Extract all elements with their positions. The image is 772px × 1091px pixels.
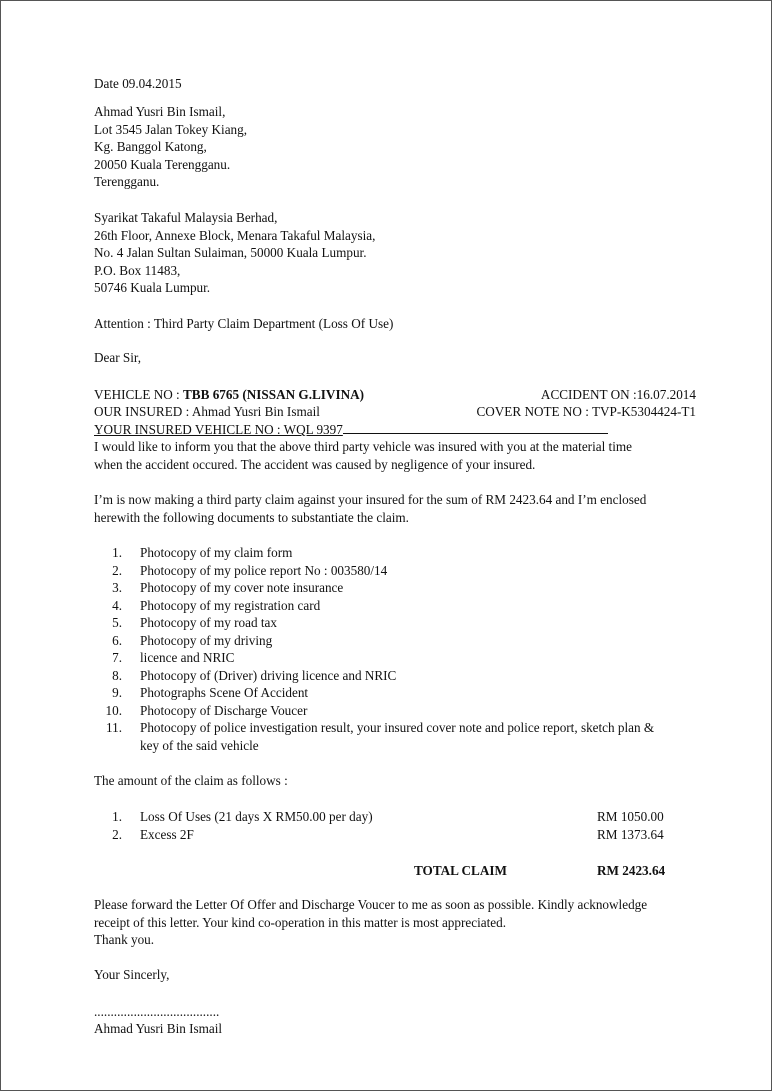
paragraph-line: when the accident occured. The accident was caused by negligence of your insured. <box>94 456 536 472</box>
sign-off: Your Sincerly, <box>94 967 170 982</box>
list-item <box>94 667 654 685</box>
claim-amount: RM 1373.64 <box>597 827 664 842</box>
sender-line: Terengganu. <box>94 174 160 189</box>
documents-list <box>94 544 654 754</box>
list-text: Photocopy of (Driver) driving licence and NRIC <box>140 667 397 683</box>
paragraph-line: I’m is now making a third party claim against your insured for the sum of RM 2423.64 and I’m enclosed <box>94 492 647 507</box>
letter-date: Date 09.04.2015 <box>94 76 182 91</box>
paragraph-claim <box>94 491 646 526</box>
your-insured-vehicle <box>94 420 608 439</box>
salutation: Dear Sir, <box>94 350 142 365</box>
list-number: 8. <box>112 667 122 683</box>
list-number: 3. <box>112 580 122 595</box>
list-text: Photocopy of my registration card <box>140 597 321 613</box>
paragraph-line: herewith the following documents to substantiate the claim. <box>94 509 409 525</box>
amount-intro: The amount of the claim as follows : <box>94 773 288 788</box>
claim-desc: Loss Of Uses (21 days X RM50.00 per day) <box>140 809 373 824</box>
list-text: Photocopy of my cover note insurance <box>140 580 344 595</box>
list-item <box>94 702 654 720</box>
our-insured: OUR INSURED : Ahmad Yusri Bin Ismail <box>94 404 320 419</box>
list-item <box>94 649 654 667</box>
paragraph-line: I would like to inform you that the above third party vehicle was insured with you at the material time <box>94 439 632 454</box>
recipient-line: No. 4 Jalan Sultan Sulaiman, 50000 Kuala Lumpur. <box>94 245 367 260</box>
list-number: 6. <box>112 632 122 648</box>
closing-line: Thank you. <box>94 932 155 947</box>
list-text: Photographs Scene Of Accident <box>140 685 309 700</box>
list-number: 10. <box>105 702 122 718</box>
list-item <box>94 719 654 737</box>
list-number: 7. <box>112 650 122 665</box>
paragraph-intro <box>94 438 632 473</box>
list-item <box>94 684 654 702</box>
list-number: 11. <box>106 720 122 735</box>
list-number: 4. <box>112 597 122 613</box>
claim-row <box>94 826 674 844</box>
claim-number: 2. <box>112 827 122 842</box>
list-number: 2. <box>112 562 122 578</box>
claim-number: 1. <box>112 809 122 824</box>
total-claim-label: TOTAL CLAIM <box>414 863 507 878</box>
list-item <box>94 579 654 597</box>
claim-amount: RM 1050.00 <box>597 809 664 824</box>
claim-desc: Excess 2F <box>140 827 194 842</box>
vehicle-ref <box>94 386 364 404</box>
list-item <box>94 544 654 562</box>
list-item <box>94 614 654 632</box>
list-text: Photocopy of my driving <box>140 632 273 648</box>
list-item <box>94 737 654 755</box>
recipient-line: 50746 Kuala Lumpur. <box>94 280 211 295</box>
list-text: key of the said vehicle <box>140 737 259 753</box>
vehicle-value: TBB 6765 (NISSAN G.LIVINA) <box>183 387 365 402</box>
list-text: Photocopy of my claim form <box>140 545 293 560</box>
claim-row <box>94 808 674 826</box>
sender-line: Ahmad Yusri Bin Ismail, <box>94 104 226 119</box>
list-text: licence and NRIC <box>140 650 235 665</box>
list-text: Photocopy of police investigation result, your insured cover note and police report, sketch plan & <box>140 720 655 735</box>
accident-date: ACCIDENT ON :16.07.2014 <box>540 387 696 402</box>
sender-address <box>94 103 247 191</box>
closing-line: Please forward the Letter Of Offer and Discharge Voucer to me as soon as possible. Kindly acknowledge <box>94 897 648 912</box>
underline-rule <box>343 420 608 434</box>
vehicle-label: VEHICLE NO : <box>94 387 184 402</box>
signature-name: Ahmad Yusri Bin Ismail <box>94 1021 223 1036</box>
list-item <box>94 597 654 615</box>
list-item <box>94 562 654 580</box>
recipient-address <box>94 209 375 297</box>
list-item <box>94 632 654 650</box>
list-number: 5. <box>112 615 122 630</box>
sender-line: Kg. Banggol Katong, <box>94 139 207 154</box>
closing-line: receipt of this letter. Your kind co-operation in this matter is most appreciated. <box>94 914 507 930</box>
list-number: 1. <box>112 545 122 560</box>
total-claim-amount: RM 2423.64 <box>597 863 666 878</box>
closing-paragraph <box>94 896 647 949</box>
cover-note: COVER NOTE NO : TVP-K5304424-T1 <box>476 404 696 419</box>
attention-line: Attention : Third Party Claim Department (Loss Of Use) <box>94 316 394 331</box>
recipient-line: P.O. Box 11483, <box>94 262 181 278</box>
your-insured-vehicle-text: YOUR INSURED VEHICLE NO : WQL 9397 <box>94 422 343 437</box>
list-text: Photocopy of Discharge Voucer <box>140 702 308 718</box>
list-text: Photocopy of my police report No : 003580/14 <box>140 562 388 578</box>
sender-line: 20050 Kuala Terengganu. <box>94 156 231 172</box>
list-number: 9. <box>112 685 122 700</box>
list-text: Photocopy of my road tax <box>140 615 277 630</box>
signature-line: ...................................... <box>94 1004 220 1019</box>
recipient-line: 26th Floor, Annexe Block, Menara Takaful Malaysia, <box>94 227 376 243</box>
sender-line: Lot 3545 Jalan Tokey Kiang, <box>94 121 248 137</box>
recipient-line: Syarikat Takaful Malaysia Berhad, <box>94 210 278 225</box>
